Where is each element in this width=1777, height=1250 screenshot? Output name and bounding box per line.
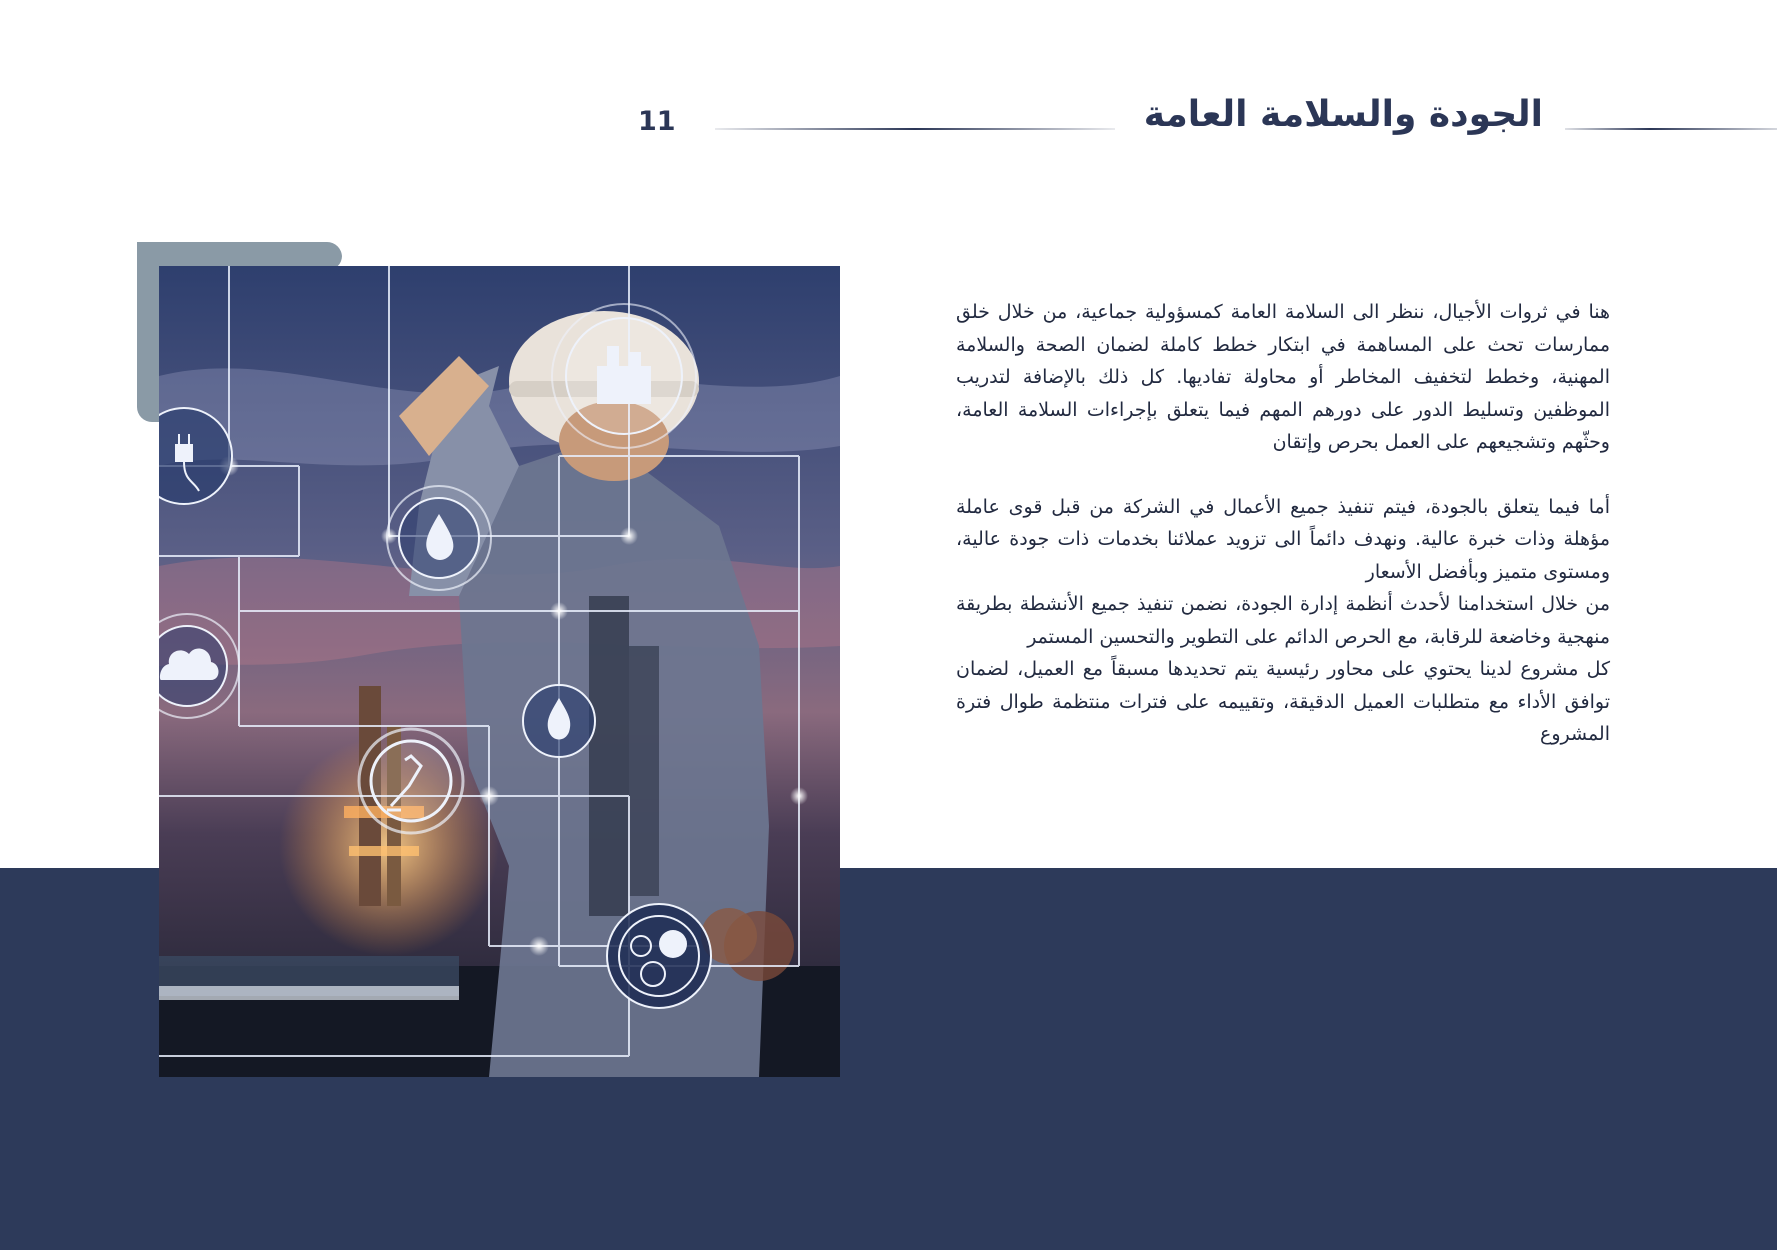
header-rule-left bbox=[715, 128, 1115, 130]
body-text bbox=[956, 296, 1610, 751]
factory-icon bbox=[552, 304, 696, 448]
flame-icon bbox=[523, 685, 595, 757]
water-drop-icon bbox=[387, 486, 491, 590]
page-title: الجودة والسلامة العامة bbox=[1143, 94, 1543, 135]
quality-systems-paragraph: من خلال استخدامنا لأحدث أنظمة إدارة الجودة، نضمن تنفيذ جميع الأنشطة بطريقة منهجية وخاضعة للرقابة، مع الحرص الدائم على التطوير والتحسين المستمر bbox=[956, 593, 1610, 648]
header-rule-right bbox=[1565, 128, 1777, 130]
quality-paragraph: أما فيما يتعلق بالجودة، فيتم تنفيذ جميع الأعمال في الشركة من قبل قوى عاملة مؤهلة وذات خبرة عالية. ونهدف دائماً الى تزويد عملائنا بخدمات ذات جودة عالية، ومستوى متميز وبأفضل الأسعار bbox=[956, 495, 1610, 583]
project-axes-paragraph: كل مشروع لدينا يحتوي على محاور رئيسية يتم تحديدها مسبقاً مع العميل، لضمان توافق الأداء مع متطلبات العميل الدقيقة، وتقييمه على فترات منتظمة طوال فترة المشروع bbox=[956, 658, 1610, 745]
safety-paragraph: هنا في ثروات الأجيال، ننظر الى السلامة العامة كمسؤولية جماعية، من خلال خلق ممارسات تحث على المساهمة في ابتكار خطط كاملة لضمان الصحة والسلامة المهنية، وخطط لتخفيف المخاطر أو محاولة تفاديها. كل ذلك بالإضافة لتدريب الموظفين وتسليط الدور على دورهم المهم فيما يتعلق بإجراءات السلامة العامة، وحثّهم وتشجيعهم على العمل بحرص وإتقان bbox=[956, 301, 1610, 453]
gears-icon bbox=[607, 904, 711, 1008]
page-number: 11 bbox=[638, 106, 676, 137]
robot-arm-icon bbox=[359, 729, 463, 833]
safety-engineer-photo bbox=[159, 266, 840, 1077]
